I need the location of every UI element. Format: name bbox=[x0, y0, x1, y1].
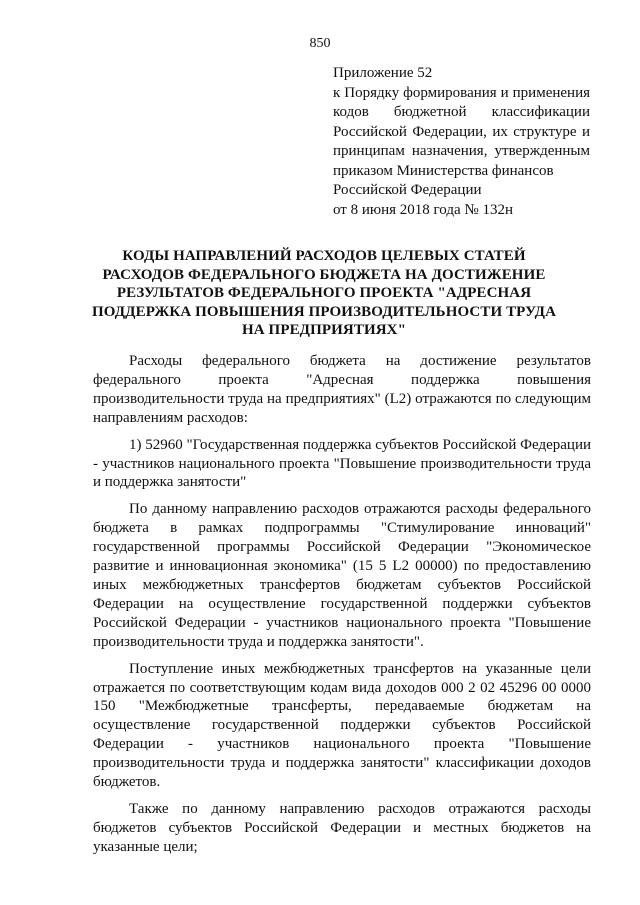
appendix-title: Приложение 52 bbox=[333, 65, 433, 81]
body-paragraph: Поступление иных межбюджетных трансфертов на указанные цели отражается по соответствующим кодам вида доходов 000 2 02 45296 00 0000 150 "Межбюджетные трансферты, передаваемые бюджетам на осуществление государственной поддержки субъектов Российской Федерации - участников национального проекта "Повышение производительности труда и поддержка занятости" классификации доходов бюджетов. bbox=[93, 660, 591, 791]
document-body bbox=[93, 352, 591, 865]
appendix-organization: Российской Федерации bbox=[333, 182, 482, 198]
body-paragraph: Расходы федерального бюджета на достижение результатов федерального проекта "Адресная поддержка повышения производительности труда на предприятиях" (L2) отражаются по следующим направлениям расходов: bbox=[93, 353, 591, 426]
document-title: КОДЫ НАПРАВЛЕНИЙ РАСХОДОВ ЦЕЛЕВЫХ СТАТЕЙ РАСХОДОВ ФЕДЕРАЛЬНОГО БЮДЖЕТА НА ДОСТИЖЕНИЕ РЕЗУЛЬТАТОВ ФЕДЕРАЛЬНОГО ПРОЕКТА "АДРЕСНАЯ ПОДДЕРЖКА ПОВЫШЕНИЯ ПРОИЗВОДИТЕЛЬНОСТИ ТРУДА НА ПРЕДПРИЯТИЯХ" bbox=[91, 248, 557, 338]
body-paragraph: Также по данному направлению расходов отражаются расходы бюджетов субъектов Российской Федерации и местных бюджетов на указанные цели; bbox=[93, 800, 591, 855]
appendix-block bbox=[333, 64, 590, 220]
appendix-text: к Порядку формирования и применения кодов бюджетной классификации Российской Федерации, их структуре и принципам назначения, утвержденным приказом Министерства финансов bbox=[333, 84, 590, 179]
appendix-order-date: от 8 июня 2018 года № 132н bbox=[333, 201, 513, 218]
body-paragraph: 1) 52960 "Государственная поддержка субъектов Российской Федерации - участников национального проекта "Повышение производительности труда и поддержка занятости" bbox=[93, 436, 591, 491]
body-paragraph: По данному направлению расходов отражаются расходы федерального бюджета в рамках подпрограммы "Стимулирование инноваций" государственной программы Российской Федерации "Экономическое развитие и инновационная экономика" (15 5 L2 00000) по предоставлению иных межбюджетных трансфертов бюджетам субъектов Российской Федерации на осуществление государственной поддержки субъектов Российской Федерации - участников национального проекта "Повышение производительности труда и поддержка занятости". bbox=[93, 501, 591, 650]
page-number: 850 bbox=[309, 36, 331, 51]
